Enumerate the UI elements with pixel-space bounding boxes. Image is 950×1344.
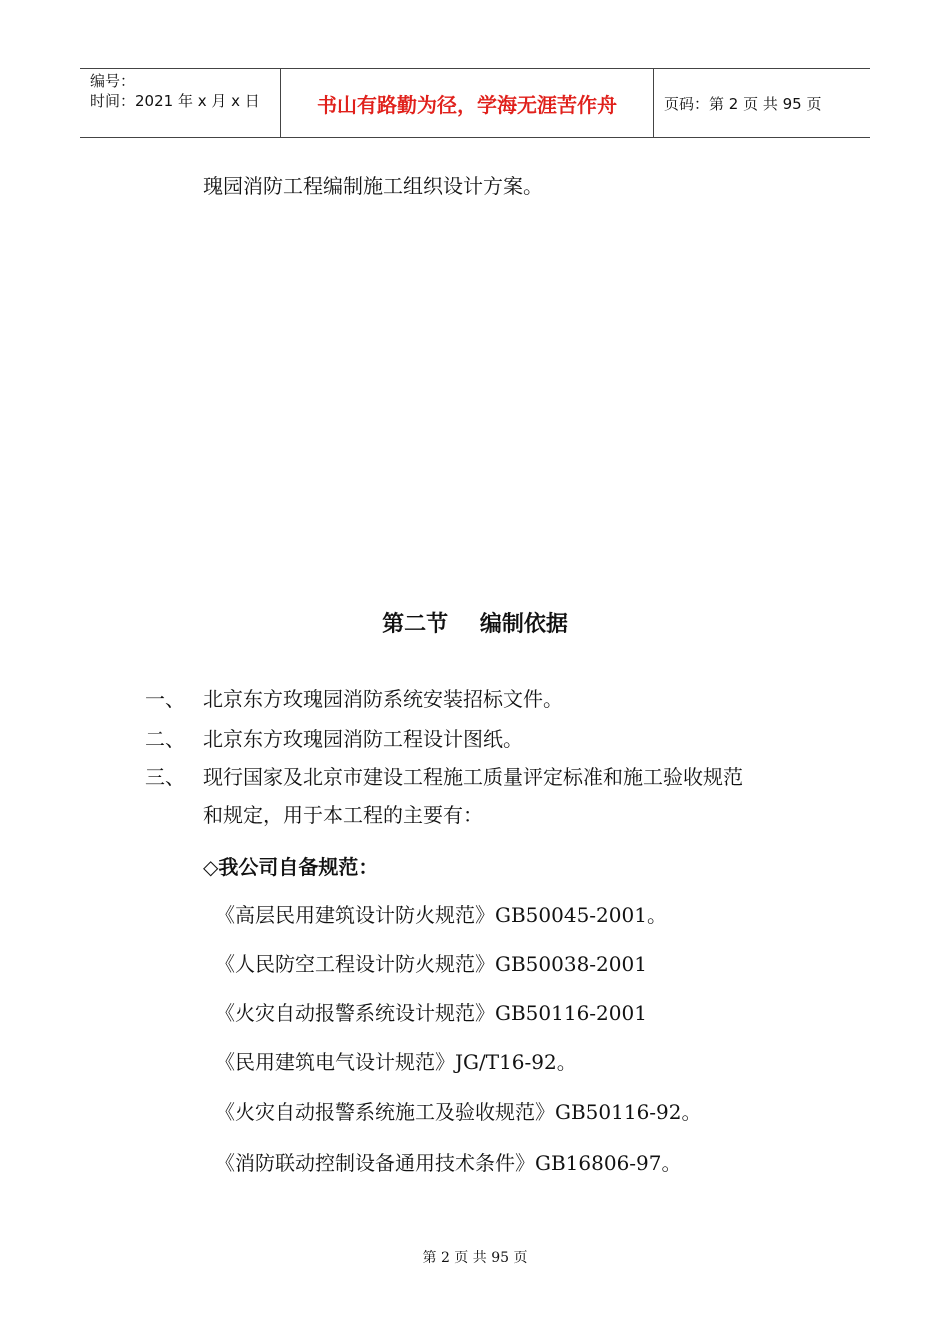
standard-item: 《高层民用建筑设计防火规范》GB50045-2001。 bbox=[215, 903, 667, 927]
standard-item: 《人民防空工程设计防火规范》GB50038-2001 bbox=[215, 952, 647, 976]
list-number: 二、 bbox=[145, 727, 185, 751]
standard-item: 《火灾自动报警系统设计规范》GB50116-2001 bbox=[215, 1001, 647, 1025]
doc-number-label: 编号： bbox=[90, 72, 136, 90]
standard-item: 《民用建筑电气设计规范》JG/T16-92。 bbox=[215, 1050, 577, 1074]
doc-time-label: 时间：2021 年 x 月 x 日 bbox=[90, 92, 260, 110]
header-page-info: 页码：第 2 页 共 95 页 bbox=[664, 94, 822, 113]
section-heading bbox=[0, 607, 950, 638]
header-meta bbox=[80, 69, 281, 137]
page-footer: 第 2 页 共 95 页 bbox=[422, 1250, 528, 1266]
list-number: 三、 bbox=[145, 765, 185, 789]
standard-item: 《火灾自动报警系统施工及验收规范》GB50116-92。 bbox=[215, 1100, 702, 1124]
intro-text: 瑰园消防工程编制施工组织设计方案。 bbox=[203, 174, 543, 198]
section-title: 编制依据 bbox=[479, 612, 568, 637]
page-header bbox=[80, 68, 870, 138]
list-number: 一、 bbox=[145, 687, 185, 711]
header-motto: 书山有路勤为径，学海无涯苦作舟 bbox=[281, 69, 654, 137]
list-item-text-continued: 和规定，用于本工程的主要有： bbox=[203, 803, 483, 827]
standard-item: 《消防联动控制设备通用技术条件》GB16806-97。 bbox=[215, 1151, 682, 1175]
subsection-title: ◇我公司自备规范： bbox=[203, 855, 379, 879]
list-item-text: 北京东方玫瑰园消防系统安装招标文件。 bbox=[203, 687, 563, 711]
list-item-text: 北京东方玫瑰园消防工程设计图纸。 bbox=[203, 727, 523, 751]
list-item-text: 现行国家及北京市建设工程施工质量评定标准和施工验收规范 bbox=[203, 765, 743, 789]
section-number: 第二节 bbox=[382, 612, 449, 637]
